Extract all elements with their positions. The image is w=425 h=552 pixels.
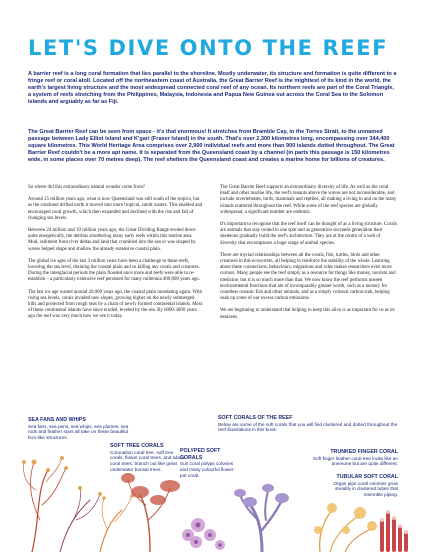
- caption-title: TRUNKED FINGER CORAL: [330, 449, 398, 455]
- right-paragraph: It's important to recognise that the reef itself can be thought of as a living structure. Corals are animals that stay rooted to one spot and as generation succeeds generation their skeletons gradually build the reef's architecture. They are at the centre of a web of diversity that encompasses a huge range of animal species.: [220, 222, 397, 246]
- polyp-coral-illustration: [182, 518, 225, 550]
- caption-text: Organ pipe coral colonies grow steadily in clustered tubes that resemble piping.: [333, 480, 398, 498]
- intro-paragraph-2: The Great Barrier Reef can be seen from space - it's that enormous! It stretches from Bramble Cay, in the Torres Strait, to the unnamed passage between Lady Elliot Island and K'gari (Fraser Island) in the south. That's over 2,300 kilometres long, encompassing over 344,400 square kilometres. This World Heritage Area comprises over 2,900 individual reefs and more than 900 islands dotted throughout. The Great Barrier Reef couldn't be a more apt name. It is separated from the Queensland coast by a channel (in parts this passage is 150 kilometres wide, in some places over 70 metres deep). The reef shelters the Queensland coast and creates a marine home for billions of creatures.: [28, 129, 395, 164]
- caption-sea-fans: [28, 417, 138, 441]
- caption-title: TUBULAR SOFT CORAL: [336, 474, 398, 480]
- caption-title: POLYPED SOFT CORALS: [180, 448, 221, 461]
- intro-paragraph-1: A barrier reef is a long coral formation that lies parallel to the shoreline. Mostly underwater, its structure and formation is quite different to a fringe reef or coral atoll. Located off the northeastern coast of Australia, the Great Barrier Reef is the mightiest of its kind in the world, the earth's largest living structure and the most widespread connected coral reef of any ocean. Its northern reefs are part of the Coral Triangle, a system of reefs stretching from the Philippines, Malaysia, Indonesia and Papua New Guinea out across the Coral Sea to the Solomon Islands and arguably as far as Fiji.: [28, 71, 397, 106]
- caption-tubular-soft-coral: [320, 474, 398, 498]
- caption-text: Soft finger leather coral tree looks like an anemone but are quite different.: [313, 455, 398, 467]
- left-paragraph: The global ice ages of the last 3 million years have been a challenge to these reefs, lowering the sea level, draining the coastal plain and so killing any corals and creatures. During the interglacial periods the plain flooded once more and reefs were able to re-establish – a particularly extensive reef persisted for many millennia 400,000 years ago.: [28, 258, 200, 283]
- right-paragraph: There are myriad relationships between all the corals, fish, turtles, birds and other creatures in this ecosystem, all helping to reinforce the stability of the whole. Learning about these connections, behaviours, migrations and roles makes researchers even more curious. Many people see the reef simply as a resource for things like money, tourism and medicine, but it is so much more than that. We now know the reef performs unseen environmental functions that are of incomparably greater worth, such as a nursery for countless oceanic fish and other animals, and as a simply colossal carbon sink, helping soak up some of our excess carbon emissions.: [220, 252, 396, 302]
- left-paragraph: So where did this extraordinary natural wonder come from?: [28, 185, 146, 190]
- caption-soft-tree-corals: [110, 443, 188, 473]
- caption-polyped-soft-corals: [180, 448, 238, 479]
- page-title: LET'S DIVE ONTO THE REEF: [28, 36, 389, 60]
- right-paragraph: The Great Barrier Reef supports an extraordinary diversity of life. As well as the coral itself and other marine life, the reef's tenants above the waves are not inconsiderable, and include invertebrates, birds, mammals and reptiles, all making a living in and on the many islands scattered throughout the reef. While some of the reef species are globally widespread, a significant number are endemic.: [220, 185, 397, 215]
- caption-soft-corals-of-reef: [218, 415, 398, 433]
- left-paragraph: The last ice age waned around 20,000 years ago, the coastal plain inundating again. With rising sea levels, corals invaded new slopes, growing higher on the newly submerged hills and protected from rough seas by a chain of newly formed continental islands. Most of these continental islands have since eroded, leveled by the sea. By 6000-3000 years ago the reef was very much how we see it today.: [28, 289, 203, 320]
- left-paragraph: Around 25 million years ago, what is now Queensland was still south of the tropics, but as the continent drifted north it moved into more tropical, sunlit waters. This enabled and encouraged coral growth, which then expanded and declined with the rise and fall of changing sea levels.: [28, 197, 203, 221]
- caption-title: SEA FANS AND WHIPS: [28, 417, 86, 423]
- caption-text: Coronation coral tree, soft tree corals, flower coral trees, and tubual coral trees, branch out like great underwater bonsai trees.: [110, 449, 186, 473]
- caption-title: SOFT CORALS OF THE REEF: [218, 415, 293, 421]
- caption-trunked-finger-coral: [293, 449, 398, 467]
- right-paragraph: We are beginning to understand that helping to keep this alive is as important for us as its denizens.: [220, 308, 395, 320]
- left-paragraph: Between 24 million and 10 million years ago, the Great Dividing Range eroded down quite energetically, the detritus smothering many early reefs within this marine area. Mud, sediment from river deltas and land that crumbled into the sea or was shaped by waves helped shape and shallow the already extensive coastal plain.: [28, 228, 196, 252]
- caption-text: Sun coral polyps colonies and many colourful flower-pot coral.: [180, 461, 235, 478]
- caption-title: SOFT TREE CORALS: [110, 443, 164, 449]
- caption-text: Below are some of the soft corals that you will find clustered and dotted throughout the reef illustrations in this book.: [218, 421, 398, 433]
- caption-text: Sea fans, sea pens, sea whips, sea plumes, sea rods and feather stars all take on these beautiful fern-like structures.: [28, 423, 129, 441]
